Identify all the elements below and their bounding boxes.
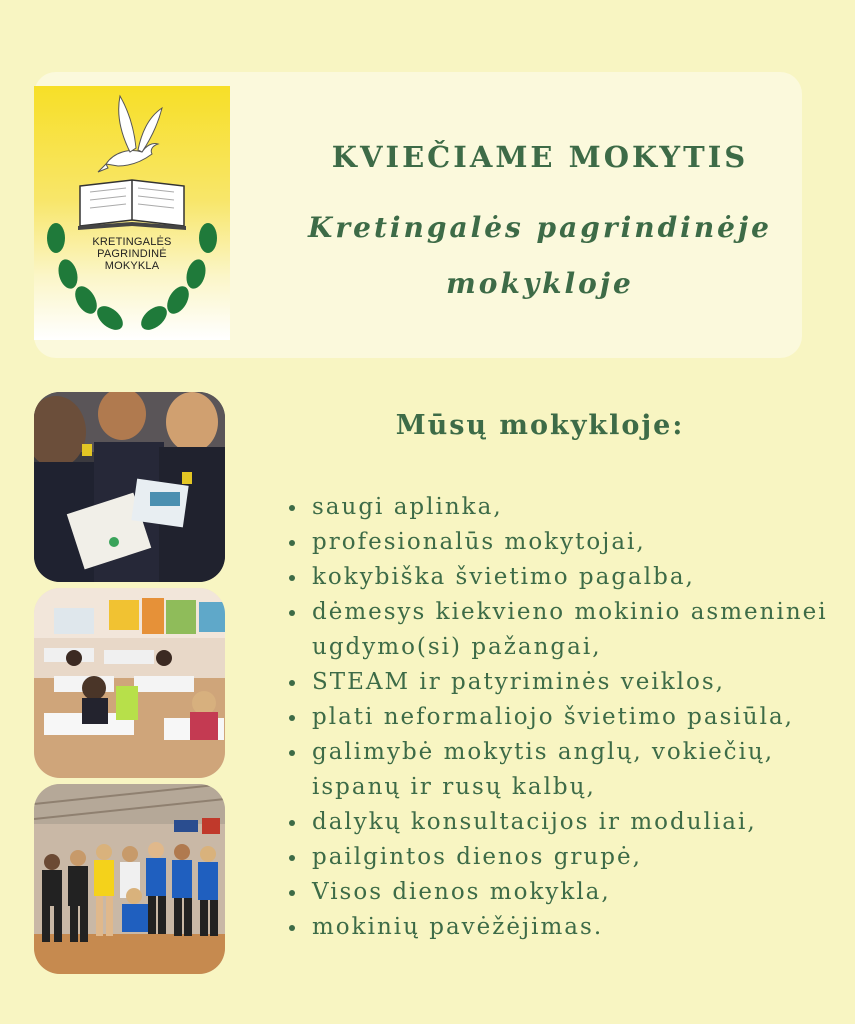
list-item: galimybė mokytis anglų, vokiečių, ispanų ir rusų kalbų, bbox=[285, 735, 845, 805]
logo-line-1: KRETINGALĖS bbox=[92, 236, 172, 248]
page-subtitle bbox=[250, 200, 830, 312]
section-title: Mūsų mokykloje: bbox=[395, 410, 685, 441]
list-item: dalykų konsultacijos ir moduliai, bbox=[285, 805, 845, 840]
subtitle-line-2: mokykloje bbox=[446, 267, 634, 300]
subtitle-line-1: Kretingalės pagrindinėje bbox=[308, 211, 772, 244]
photo-classroom bbox=[34, 588, 225, 778]
feature-list bbox=[285, 490, 845, 945]
logo-line-2: PAGRINDINĖ bbox=[97, 248, 167, 260]
open-book-icon bbox=[78, 180, 186, 230]
list-item: Visos dienos mokykla, bbox=[285, 875, 845, 910]
school-logo bbox=[34, 86, 230, 340]
page-title: KVIEČIAME MOKYTIS bbox=[331, 140, 749, 174]
list-item: profesionalūs mokytojai, bbox=[285, 525, 845, 560]
logo-line-3: MOKYKLA bbox=[104, 260, 160, 272]
list-item: plati neformaliojo švietimo pasiūla, bbox=[285, 700, 845, 735]
list-item: dėmesys kiekvieno mokinio asmeninei ugdymo(si) pažangai, bbox=[285, 595, 845, 665]
list-item: pailgintos dienos grupė, bbox=[285, 840, 845, 875]
list-item: STEAM ir patyriminės veiklos, bbox=[285, 665, 845, 700]
logo-text bbox=[34, 236, 230, 272]
list-item: kokybiška švietimo pagalba, bbox=[285, 560, 845, 595]
dove-icon bbox=[98, 96, 162, 172]
list-item: mokinių pavėžėjimas. bbox=[285, 910, 845, 945]
list-item: saugi aplinka, bbox=[285, 490, 845, 525]
photo-students-reading bbox=[34, 392, 225, 582]
photo-kids-gym bbox=[34, 784, 225, 974]
